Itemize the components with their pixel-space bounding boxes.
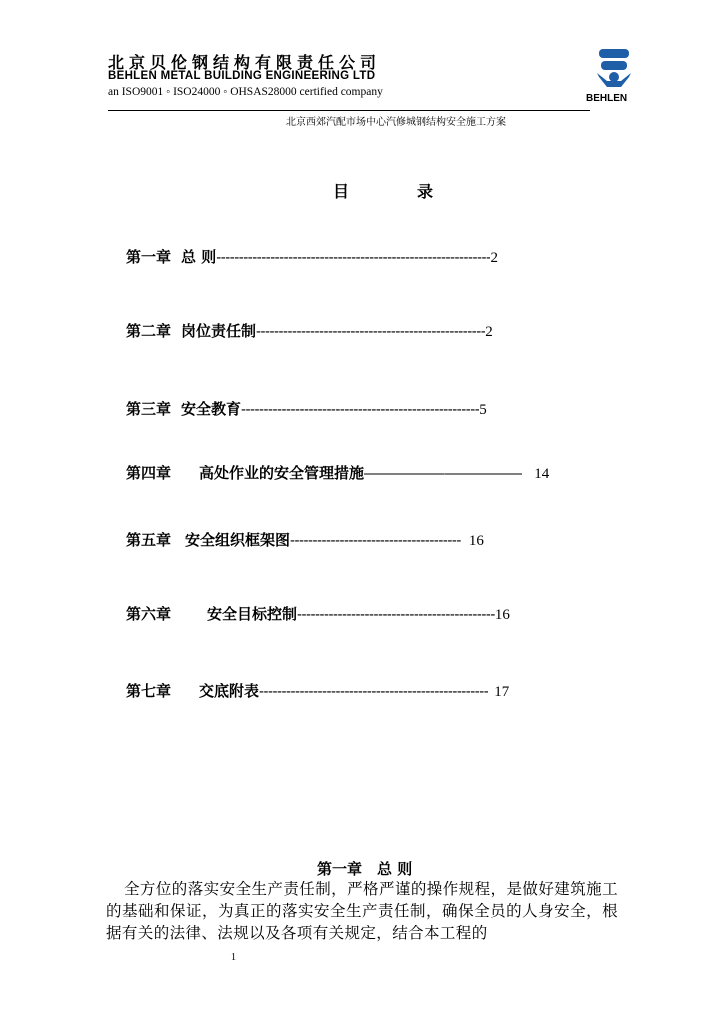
page-number: 1 (231, 952, 236, 963)
body-paragraph: 全方位的落实安全生产责任制，严格严谨的操作规程，是做好建筑施工的基础和保证，为真正的落实安全生产责任制，确保全员的人身安全，根据有关的法律、法规以及各项有关规定，结合本工程的 (106, 880, 618, 942)
certification-line: an ISO9001 ◦ ISO24000 ◦ OHSAS28000 certified company (108, 86, 383, 98)
toc-page-number: 16 (494, 607, 510, 623)
toc-leader: -------------------------------------- (290, 532, 461, 549)
toc-entry[interactable] (126, 462, 549, 484)
company-name-cn: 北京贝伦钢结构有限责任公司 (108, 53, 382, 72)
toc-title: 高处作业的安全管理措施 (199, 464, 365, 482)
toc-page-number: 14 (534, 466, 550, 482)
toc-heading: 目 录 (333, 182, 460, 201)
toc-leader: —————— —————— (364, 465, 523, 482)
toc-page-number: 5 (479, 402, 487, 418)
toc-entry[interactable] (126, 529, 484, 551)
toc-leader: --------------------------------------------------- (256, 323, 486, 340)
toc-title: 安全组织框架图 (185, 531, 291, 549)
logo-wordmark: BEHLEN (586, 93, 628, 104)
header-divider (108, 110, 590, 111)
toc-chapter: 第五章 (126, 531, 172, 549)
toc-chapter: 第一章 (126, 248, 172, 266)
toc-chapter: 第三章 (126, 400, 172, 418)
toc-title: 安全目标控制 (207, 605, 298, 623)
toc-chapter: 第七章 (126, 682, 172, 700)
toc-page-number: 2 (485, 324, 493, 340)
toc-title: 岗位责任制 (181, 322, 257, 340)
toc-entry[interactable] (126, 680, 509, 702)
toc-page-number: 17 (494, 684, 510, 700)
company-name-en: BEHLEN METAL BUILDING ENGINEERING LTD (108, 70, 376, 82)
toc-chapter: 第二章 (126, 322, 172, 340)
toc-entry[interactable] (126, 246, 498, 268)
toc-entry[interactable] (126, 320, 493, 342)
toc-entry[interactable] (126, 398, 487, 420)
toc-chapter: 第四章 (126, 464, 172, 482)
toc-title: 总 则 (181, 248, 217, 266)
toc-leader: -------------------------------------------- (297, 606, 495, 623)
toc-chapter: 第六章 (126, 605, 172, 623)
section-heading: 第一章 总 则 (317, 860, 413, 878)
toc-leader: --------------------------------------------------- (259, 683, 489, 700)
project-title: 北京西郊汽配市场中心汽修城钢结构安全施工方案 (286, 117, 506, 128)
toc-leader: ------------------------------------------------------------- (216, 249, 491, 266)
toc-title: 安全教育 (181, 400, 242, 418)
toc-page-number: 16 (468, 533, 484, 549)
toc-page-number: 2 (490, 250, 498, 266)
toc-leader: ----------------------------------------------------- (241, 401, 480, 418)
toc-entry[interactable] (126, 603, 510, 625)
toc-title: 交底附表 (199, 682, 260, 700)
